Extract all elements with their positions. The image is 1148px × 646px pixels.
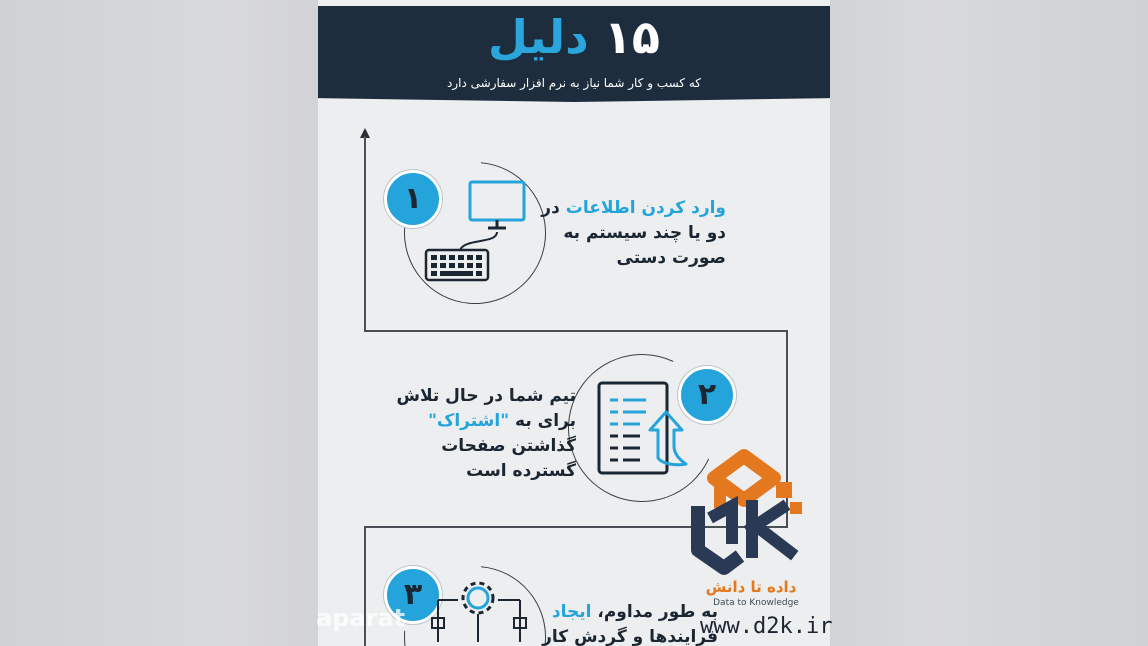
flow-line (364, 136, 366, 332)
step-3-badge: ٣ (384, 566, 442, 624)
step-2-line1: تیم شما در حال تلاش (396, 386, 576, 406)
step-1-line1 (508, 196, 726, 221)
site-url: www.d2k.ir (700, 614, 833, 639)
step-3-line1 (474, 600, 718, 625)
left-blurred-margin (0, 0, 318, 646)
aparat-watermark: aparat (316, 604, 406, 632)
step-1-badge: ١ (384, 170, 442, 228)
step-2-text (370, 384, 576, 484)
step-2-line4: گسترده است (466, 461, 576, 481)
step-1-line3: صورت دستی (616, 248, 726, 268)
logo-caption: داده تا دانش (705, 578, 797, 596)
title-number: ١۵ (603, 10, 660, 64)
step-3-highlight: ایجاد (551, 602, 592, 622)
step-2-line3: گذاشتن صفحات (441, 436, 576, 456)
step-2-badge: ٢ (678, 366, 736, 424)
step-2-highlight: "اشتراک" (428, 411, 510, 431)
step-2-line2-pre: برای به (509, 411, 576, 431)
spreadsheet-upload-icon (596, 380, 692, 478)
step-2-line2 (370, 409, 576, 434)
step-3-line2: فرایندها و گردش کار (542, 627, 718, 646)
step-1-text (508, 196, 726, 271)
step-3-line1-pre: به طور مداوم، (591, 602, 718, 622)
poster-title (318, 10, 830, 64)
step-1-line2: دو یا چند سیستم به (563, 223, 726, 243)
flow-line (364, 330, 788, 332)
right-blurred-margin (830, 0, 1148, 646)
title-word: دلیل (488, 10, 589, 64)
d2k-logo-icon (690, 448, 808, 578)
step-3-text (474, 600, 718, 646)
logo-subcaption: Data to Knowledge (713, 598, 799, 608)
step-1-highlight: وارد کردن اطلاعات (565, 198, 726, 218)
infographic-poster (318, 0, 833, 646)
poster-subtitle: که کسب و کار شما نیاز به نرم افزار سفارشی دارد (447, 76, 701, 90)
step-1-line1-rest: در (541, 198, 566, 218)
